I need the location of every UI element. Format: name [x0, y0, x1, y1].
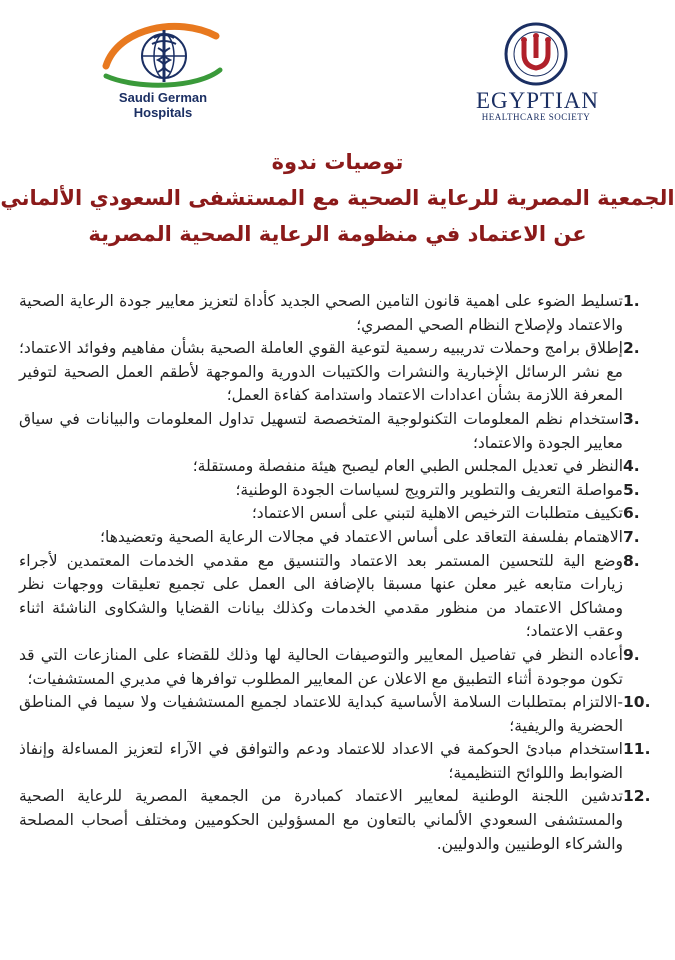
item-text: النظر في تعديل المجلس الطبي العام ليصبح هيئة منفصلة ومستقلة؛: [192, 457, 623, 476]
society-emblem-icon: [504, 22, 568, 86]
list-item: [19, 691, 653, 738]
egyptian-healthcare-society-logo: [476, 22, 599, 122]
item-text: -الالتزام بمتطلبات السلامة الأساسية كبداية للاعتماد لجميع المستشفيات ولا سيما في المناطق الحضرية والريفية؛: [19, 693, 623, 735]
item-number: 9.: [623, 645, 640, 664]
recommendations-list: [19, 290, 653, 856]
logo-right-name: EGYPTIAN: [476, 88, 599, 113]
title-line-2: الجمعية المصرية للرعاية الصحية مع المستشفى السعودي الألماني: [0, 186, 675, 210]
item-text: استخدام مبادئ الحوكمة في الاعداد للاعتماد ودعم والتوافق في الآراء لتعزيز المساءلة وإنفاذ الضوابط واللوائح التنظيمية؛: [19, 740, 623, 782]
logo-right-subtitle: HEALTHCARE SOCIETY: [481, 112, 591, 122]
list-item: [19, 502, 653, 526]
item-number: 6.: [623, 504, 640, 523]
list-item: [19, 738, 653, 785]
item-text: مواصلة التعريف والتطوير والترويج لسياسات الجودة الوطنية؛: [235, 480, 623, 499]
item-number: 2.: [623, 339, 640, 358]
list-item: [19, 785, 653, 856]
list-item: [19, 337, 653, 408]
title-line-1: توصيات ندوة: [271, 150, 404, 174]
item-number: 3.: [623, 409, 640, 428]
saudi-german-hospitals-logo: [88, 18, 238, 118]
item-number: 12.: [623, 787, 651, 806]
item-number: 4.: [623, 457, 640, 476]
list-item: [19, 479, 653, 503]
item-number: 10.: [623, 693, 651, 712]
list-item: [19, 526, 653, 550]
logo-left-name: Saudi German Hospitals: [118, 90, 208, 120]
title-line-3: عن الاعتماد في منظومة الرعاية الصحية المصرية: [88, 222, 587, 246]
list-item: [19, 290, 653, 337]
item-number: 8.: [623, 551, 640, 570]
list-item: [19, 455, 653, 479]
item-number: 5.: [623, 480, 640, 499]
list-item: [19, 644, 653, 691]
list-item: [19, 550, 653, 644]
item-text: تسليط الضوء على اهمية قانون التامين الصحي الجديد كأداة لتعزيز معايير جودة الرعاية الصحية والاعتماد ولإصلاح النظام الصحي المصري؛: [19, 292, 623, 334]
item-text: وضع الية للتحسين المستمر بعد الاعتماد والتنسيق مع مقدمي الخدمات المعتمدين لأجراء زيارات متابعه غير معلن عنها مسبقا بالإضافة الى العمل على تجميع تعليقات ووجهات نظر ومشاكل الاعتماد من منظور مقدمي الخدمات وكذلك بيانات القضايا والشكاوى الناشئة اثناء وعقب الاعتماد؛: [19, 551, 623, 641]
item-number: 1.: [623, 292, 640, 310]
item-text: تدشين اللجنة الوطنية لمعايير الاعتماد كمبادرة من الجمعية المصرية للرعاية الصحية والمستشفى السعودي الألماني بالتعاون مع المسؤولين الحكوميين ومختلف أصحاب المصلحة والشركاء الوطنيين والدوليين.: [19, 787, 623, 853]
item-text: تكييف متطلبات الترخيص الاهلية لتبني على أسس الاعتماد؛: [251, 504, 623, 523]
item-text: أعاده النظر في تفاصيل المعايير والتوصيفات الحالية لها وذلك للقضاء على المنازعات التي قد تكون موجودة أثناء التطبيق مع الاعلان عن المعايير المطلوب توافرها في مديري المستشفيات؛: [19, 645, 623, 688]
item-number: 7.: [623, 527, 640, 546]
list-item: [19, 408, 653, 455]
item-text: إطلاق برامج وحملات تدريبيه رسمية لتوعية القوي العاملة الصحية بشأن مفاهيم وفوائد الاعتماد؛ مع نشر الرسائل الإخبارية والنشرات والكتيبات الدورية والموجهة لأطقم العمل الصحية لتوفير المعرفة اللازمة بشأن اعدادات الاعتماد واستدامة كفاءة العمل؛: [19, 339, 623, 405]
document-title-block: [0, 144, 675, 252]
item-number: 11.: [623, 740, 651, 759]
item-text: استخدام نظم المعلومات التكنولوجية المتخصصة لتسهيل تداول المعلومات والبيانات في سياق معايير الجودة والاعتماد؛: [19, 409, 623, 452]
item-text: الاهتمام بفلسفة التعاقد على أساس الاعتماد في مجالات الرعاية الصحية وتعضيدها؛: [100, 527, 623, 546]
caduceus-globe-icon: [88, 18, 238, 93]
